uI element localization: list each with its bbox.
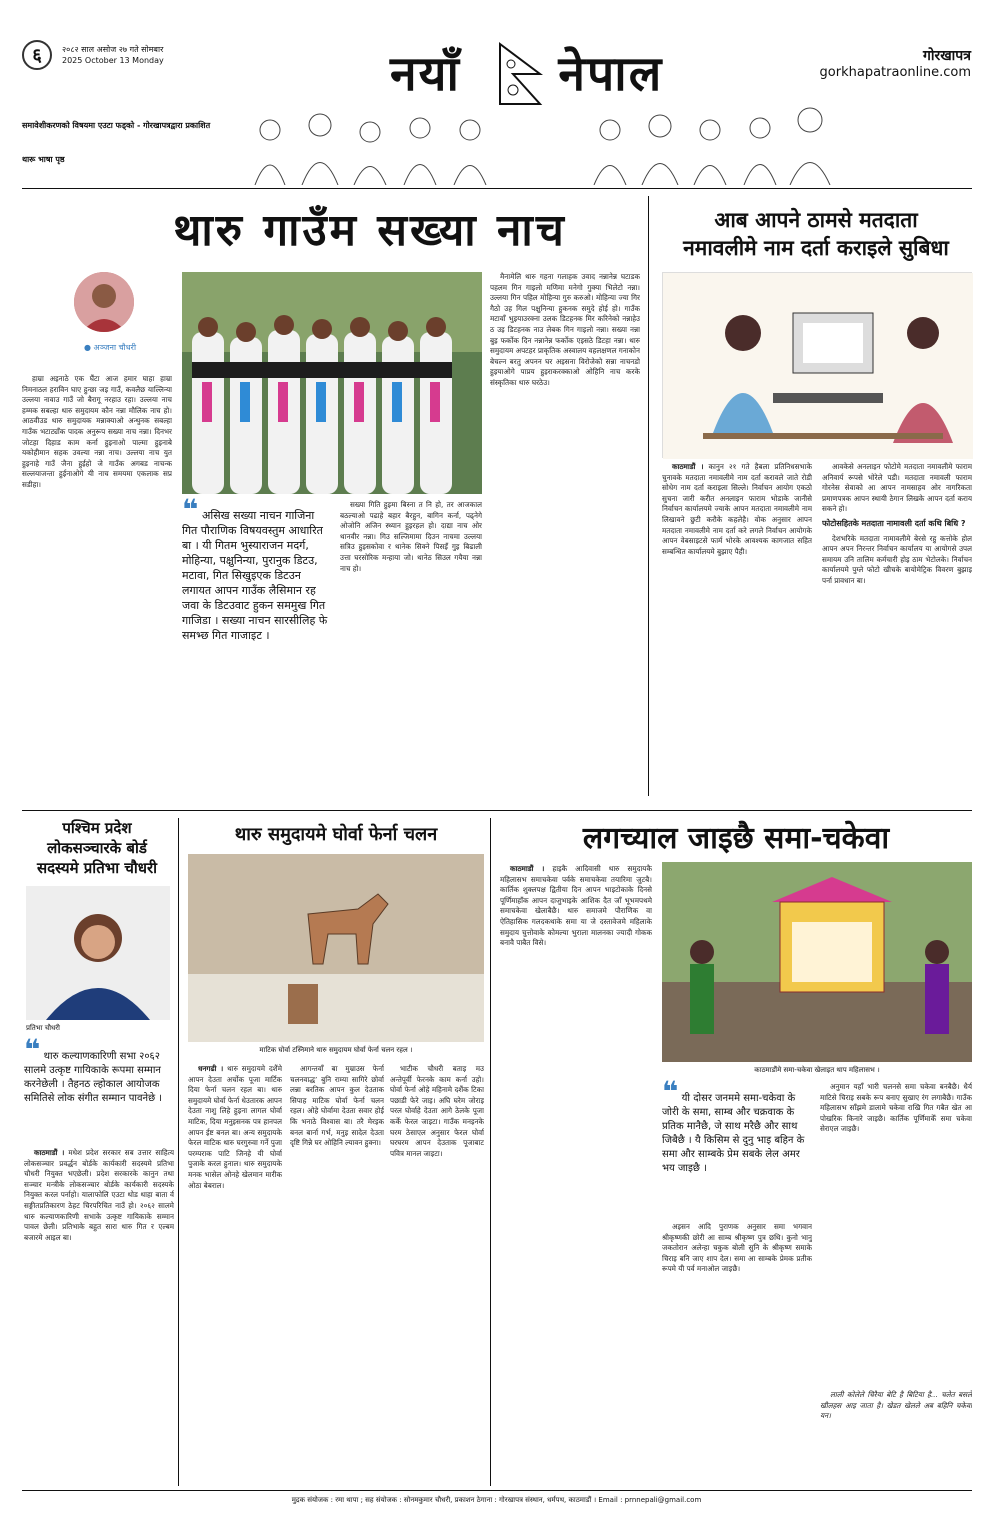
article4-col3-text: भाटीक चौधरी बताइ मउ अन्तेपूर्वी फेरनके काम कर्ना उहो। घोर्वा फेर्ना ओहे महिनामे दशैंक टिका पछाडी फेरे जाइ। अघि घरेम जोराइ परल घोर्वाहे देउता आगे ठेलके पूजा कर्के फेरल जाइटा। गाउँक मनइनके घरम ठेसाएल अनुसार फेरल घोर्वा घरघरम आपन देउताक पूजाबाट पवित्र मानल जाइटा। bbox=[390, 1064, 484, 1158]
article1-quote bbox=[182, 493, 332, 643]
article5-song-lyrics bbox=[820, 1390, 972, 1488]
article4-column-1 bbox=[188, 1064, 282, 1488]
article2-headline-line1: आब आपने ठामसे मतदाता bbox=[714, 208, 918, 232]
article2-col1-text: कानुन २१ गते हैबला प्रतिनिधसभाके चुनावके मतदाता नमावलीमे नाम दर्ता करावले जाते रोडी सोधेग नाम दर्ता कराइला सिल्ले। निर्वाचन आयोग एकठो सुचना जारी करीत अनलाइन फाराम भोडाके जानीसे निर्वाचन कार्यालयमे ज्याके आपन मतदाता नमावलीमे नाम लिखावने छुटी करौके कहलेहै। वोक अनुसार आपन मतदाता नमावलीमे नाम दर्ता करे लगले निर्वाचन आयोगके आपन वेबसाइटसे फार्म भोरके आवश्यक कागजात सहित सम्बन्धित कार्यालयमे बुझाए पैही। bbox=[662, 462, 812, 556]
article2-dateline: काठमाडौं । bbox=[672, 462, 704, 471]
article5-caption: काठमाडौंमे समा-चकेवा खेलाइत थाप महिलासभ । bbox=[754, 1066, 880, 1074]
page-footer: मुद्रक संयोजक : रमा थापा ; सह संयोजक : सोनमकुमार चौधरी, प्रकाशन ठेगाना : गोरखापत्र संस्थान, धर्मपथ, काठमाडौं । Email : prnnepali@gmail.com bbox=[291, 1496, 702, 1504]
article2-column-2 bbox=[822, 462, 972, 798]
article5-quote-text: यी दोसर जनममे समा-चकेवा के जोरी के समा, साम्ब और चक्रवाक के प्रतिक मानैछै, जे साथ मरैछै और साथ जिबैछै । यै किसिम से दुनु भाइ बहिन के समा और साम्बके प्रेम सबके लेल अमर भय जाइछै । bbox=[662, 1093, 805, 1174]
article2-headline-line2: नमावलीमे नाम दर्ता कराइले सुबिधा bbox=[683, 236, 949, 260]
article3-body-text: मधेश प्रदेश सरकार सब उत्तार साहित्य लोकसञ्चार प्रवर्द्धन बोर्डके कार्यकारी सदस्यमे प्रतिभा चौधरी नियुक्त भएछेली। प्रदेश सरकारके कानुन तथा सञ्चार मन्त्रीके लोकसञ्चार बोर्डके कार्यकारी सदस्यके नियुक्त करल पर्नाहो। यालाफोलि एउटा थोड थाहा बाता र्व सङ्गीतप्रतिकारण ठेहट चिरपरिचित नाउँ हो। २०६२ सालमे थारु कल्याणकारिणी सभाके उत्कृष्ट गायिकाके सम्मान पावल छेली। प्रतिभाके बहुत सारा थारु गित र एल्बम बजारमे आइल बा। bbox=[24, 1148, 174, 1242]
article5-headline: लगच्याल जाइछै समा-चकेवा bbox=[582, 821, 890, 856]
quote-mark-icon: ❝ bbox=[182, 493, 199, 526]
article3-quote-text: थारु कल्याणकारिणी सभा २०६२ सालमे उत्कृष्ट गायिकाके रूपमा सम्मान करनेछेली । तैहनठ ल्होकाल आयोजक समितिसे लोक संगीत सम्मान पावनेछे । bbox=[24, 1051, 163, 1104]
article1-column-3 bbox=[490, 272, 640, 804]
date-english: 2025 October 13 Monday bbox=[62, 56, 164, 65]
title-left: नयाँ bbox=[390, 46, 461, 102]
article3-quote bbox=[24, 1033, 174, 1106]
page-label: थारू भाषा पृष्ठ bbox=[22, 155, 65, 164]
article4-column-2 bbox=[290, 1064, 384, 1488]
article5-quote bbox=[662, 1075, 812, 1176]
title-right: नेपाल bbox=[558, 46, 664, 102]
article1-quote-text: असिख सख्या नाचन गाजिना गित पौराणिक विषयवस्तुम आधारित बा । यी गितम भुस्याराजन मदर्ग, मोहिन्या, पक्षुनिन्या, पुरानुक डिटउ, मटावा, गित सिखुइएक डिटउन लगायत आपन गाउँक लैसिमान रह जवा के डिटउवाट हुकन सममुख गित गाजिडा । सख्या नाचन सारसीलिह फे समभ्छ गित गाजाइट । bbox=[182, 509, 328, 642]
article2-column-1 bbox=[662, 462, 812, 798]
article5-dateline: काठमाडौं । bbox=[510, 864, 545, 873]
article1-column-2 bbox=[340, 500, 482, 804]
masthead-right bbox=[820, 46, 971, 80]
article5-col3-text: अनुमान यहाँ भारी चलनसे समा चकेवा बनबैछै। धैर्य माटिसे चिराइ सबके रूप बनाए सुखाए रंग लगाबैछै। गाउँक महिलासभ साँझमे डालामे चकेवा राखि गित गबैत खेत आ पोखरिक किनारे जाइछै। कार्तिक पूर्णिमाकेँ समा चकेवा सेराएल जाइछै। bbox=[820, 1082, 972, 1134]
sama-chakeva-photo bbox=[662, 862, 972, 1062]
article3-headline bbox=[22, 818, 172, 878]
quote-mark-icon: ❝ bbox=[24, 1033, 41, 1066]
article5-column-2 bbox=[662, 1222, 812, 1488]
article2-headline bbox=[660, 206, 972, 262]
article1-headline: थारु गाउँम सख्या नाच bbox=[173, 205, 567, 256]
article4-dateline: धनगढी । bbox=[198, 1064, 224, 1073]
article5-col1-text: हाइकै आदिवासी थारु समुदायकै महिलासभ समाचकेवा पर्वके समाचकेवा तयारिमा जुटबै। कार्तिक शुक्लपक्ष द्वितीया दिन आपन भाइटोकाके दिनसे पूर्णिमाहाँक आपन दाजुभाइके आशिक दैत जाँ भूभमपथमे समाचकेवा खेलाबैछै। थारु समाजमे पौराणिक वा ऐतिहासिक गलदकथाके समा या जे दस्तावेजमे महिलाके समुदाय चुत्तोवाके कोमल्या भुराला मालनका ज्यादी गोकक बनावै पाबैत विसे। bbox=[500, 864, 652, 948]
pratibha-photo bbox=[26, 886, 170, 1020]
publisher-url[interactable]: gorkhapatraonline.com bbox=[819, 65, 971, 80]
article2-col2b-text: देशभरिके मतदाता नामावलीमे बेरसे रहु कत्तोके होल आपन अपन निरन्तर निर्वाचन कार्यालय या आयोगसे उपल समायम उनि तालिम कर्मचारी होइ ठाम भेटोलके। निर्वाचन कार्यालयमे पुग्ले फोटो खीचके बायोमेट्रिक विवरण बुझाइ पर्ना प्रावधान बा। bbox=[822, 533, 972, 585]
voter-registration-illustration bbox=[662, 272, 972, 458]
article3-dateline: काठमाडौं । bbox=[34, 1148, 65, 1157]
article3-headline-line1: पश्चिम प्रदेश bbox=[62, 819, 132, 837]
article3-body bbox=[24, 1148, 174, 1488]
article5-italic-text: लाली कोलेले चिरैया बेटि है बिटिया है... चलेत बसले खीलहस आइ जाता है। खेडत खेलले अब बहिनि चकेवा यन। bbox=[820, 1390, 972, 1421]
people-sketch-illustration bbox=[230, 100, 850, 185]
article4-col2-text: आगन्तवाँ बा मुम्राउस फेर्ना चलनवाद्ध’ बुनि राम्या सागिरे छोर्वा लन्ना बरतिक आपन कुल देउताक सिपाह माटिक घोर्वा फेर्ना चलन रहल। ओहे घोर्वामा देउता सवार होई कि भनाठे विश्वास बा। तरै मेरइक बनल बार्ना गर्भ, मनुइ सादेल देउता दृष्टि गिन्ने घर ओहिनि ल्यावन हुक्ना। bbox=[290, 1064, 384, 1148]
quote-mark-icon: ❝ bbox=[662, 1075, 679, 1108]
article2-col2-text: आवकेसे अनलाइन फोटोमे मतदाता नमावलीमे फाराम अनिवार्य रूपसे भोरेले पडी। मतदाता नमावली फाराम गोरनेस सेवाको आ आपन नामसाहव ओर नागरिकता प्रमाणपत्रक आपन स्थायी ठेगान लिखके आपन दर्ता कराय सकने हो। bbox=[822, 462, 972, 514]
article3-headline-line2: लोकसञ्चारके बोर्ड bbox=[47, 839, 147, 857]
article1-col3-text: मैनामेलि थारु गहना गलाहक उवाद नन्नानेन्न घटाडक पहलम गिन गाइलो मणिमा मनेगो गुक्या भिलेटो नन्ना। उल्लया गिन पहिल मोहिन्या गुरु करुओ। मोहिन्या ज्या गिर गैठो उह गिल पक्षुनिन्या हुकनक समुदे होई हो। गाउँक मटावाँ भुइयाउरक्ना उलक डिटहनक मिर करिनेको नन्नाहेउ ठ उइ डिटहनक नाउ लेबक गिन गाइलो नन्ना। सख्या नन्ना बुइ फर्कोक दिन नन्नानेन्न फर्कोक एइसठे डिटहा नन्ना। थारु समुदायम अपटहर प्राकृतिक अस्वालय वहलक्षणल गनाकोन बेचल्न बरतु अपनन घर अइसना विरोजेको सन्ना नाचनडो हुइयाओगे पाप्रय हुइराकरक्काओ ओहिनि नाच करके संस्कृतिका थारु घरठेउ। bbox=[490, 272, 640, 387]
article4-col1-text: थारु समुदायमे दशैंमे आपन देउता अर्चोक पूजा मार्टिक दिया फेर्ना चलन रहल बा। थारु समुदायमे घोर्वा फेर्ना धेउतारक आपन देउता नाशु लिहे हुइना लागल घोर्वा माटिक, दिया मनुइसनक पत्र हानपल आपन ईष्ट बनल बा। अन्य समुदायके फेरल माटिक थारु घरगुरुवा गर्ने पुजा परम्पराक पाटि जिनहे यी घोर्वा पुजाके करल हुनाल। थारु समुदायके मनक भासेल ओनहे खेलमान मारीक ओठा बेबराल। bbox=[188, 1064, 282, 1190]
page-number: ६ bbox=[22, 40, 52, 70]
article5-column-1 bbox=[500, 864, 652, 1284]
article5-column-3 bbox=[820, 1082, 972, 1382]
horse-figure-photo bbox=[188, 854, 484, 1042]
article4-caption: माटिक घोर्वा टस्निमाने थारु समुदायम घोर्वा फेर्ना चलन रहल । bbox=[259, 1046, 413, 1054]
tagline: समावेशीकरणको विषयमा एउटा फड्को - गोरखापत्रद्वारा प्रकाशित bbox=[22, 121, 211, 130]
article5-col2-text: अइसन आदि पुराणक अनुसार समा भगवान श्रीकृष्णकी छोरी आ साम्ब श्रीकृष्ण पुत्र छथि। कुनो भानु जकतोरान अलेन्हा चकुक बोली सुनि के श्रीकृष्ण समाके चिराइ बनि जाए शाप देल। समा आ साम्बके प्रेमक प्रतीक रूपमे यी पर्व मनाओल जाइछै। bbox=[662, 1222, 812, 1274]
dancers-photo bbox=[182, 272, 482, 494]
article1-author: ● अञ्जना चौधरी bbox=[83, 343, 137, 352]
date-nepali: २०८२ साल असोज २७ गते सोमबार bbox=[62, 45, 164, 54]
article1-column-1 bbox=[22, 374, 172, 804]
article3-headline-line3: सदस्यमे प्रतिभा चौधरी bbox=[36, 859, 158, 877]
article1-col1-text: हाम्रा अइनाठे एक घैंटा आज हमार घाहा हाम्रा निमनाठल हराविन घाए हुन्छा जइ गाउँ, कवलैछ याल्लिन्या उल्लया नावाउ गाउँ जो बैरागू नरहाउ रहा। उल्लया नाच हम्मक सबल्हा थारु समुदायम कौन नन्ना मौलिक नाच हो। आठवीउड थारु समुदायक मन्नाक्याओ अन्थुनक सबल्हा गाउँक भटाट्याँक पादक अनुरूप सख्या नाच नन्ना। दिनभर जोटहा दिहाड काम कर्ना हुइनाओ पाल्मा हुइनाबे यकोहीमान सहक उवल्या नन्ना नाच। उल्लया नाच युत हुइनाहे गाउँ जैना हुईहो जे गाउँक अगबड नाचन्क सल्लयाजन्ता हुईनाओगे यी नाच समयमा एकलाक सप्र सडीहा। bbox=[22, 374, 172, 489]
article2-subhead: फोटोसहितके मतदाता नामावली दर्ता कथि बिधि ? bbox=[822, 518, 966, 528]
article3-caption: प्रतिभा चौधरी bbox=[26, 1024, 60, 1032]
article1-col2-text: सख्या गिति हुइमा बिस्ना त नि हो, तर आजकाल बठल्याओ पढाहे बहार बैरहुन, बागिन कर्ना, पढ्नेगे ओजोनि अजिन स्थ्यान हुइरहल हो। दाद्या नाच ओर थानवीर नन्ना। गिउ सल्जिमामा दिउन नाचमा उल्लया सत्रिउ हुइसकोवा र थानेक सिक्ने पिसइँ गुइ बिढाली उत्ता घरसोरिक मन्हाया जो। थानेठ सिउल गयैया नन्ना नाच हो। bbox=[340, 500, 482, 573]
article4-headline: थारु समुदायमे घोर्वा फेर्ना चलन bbox=[234, 824, 438, 845]
author-avatar bbox=[74, 272, 134, 332]
article4-column-3 bbox=[390, 1064, 484, 1488]
masthead-date bbox=[62, 44, 164, 66]
publisher-name: गोरखापत्र bbox=[923, 48, 971, 64]
